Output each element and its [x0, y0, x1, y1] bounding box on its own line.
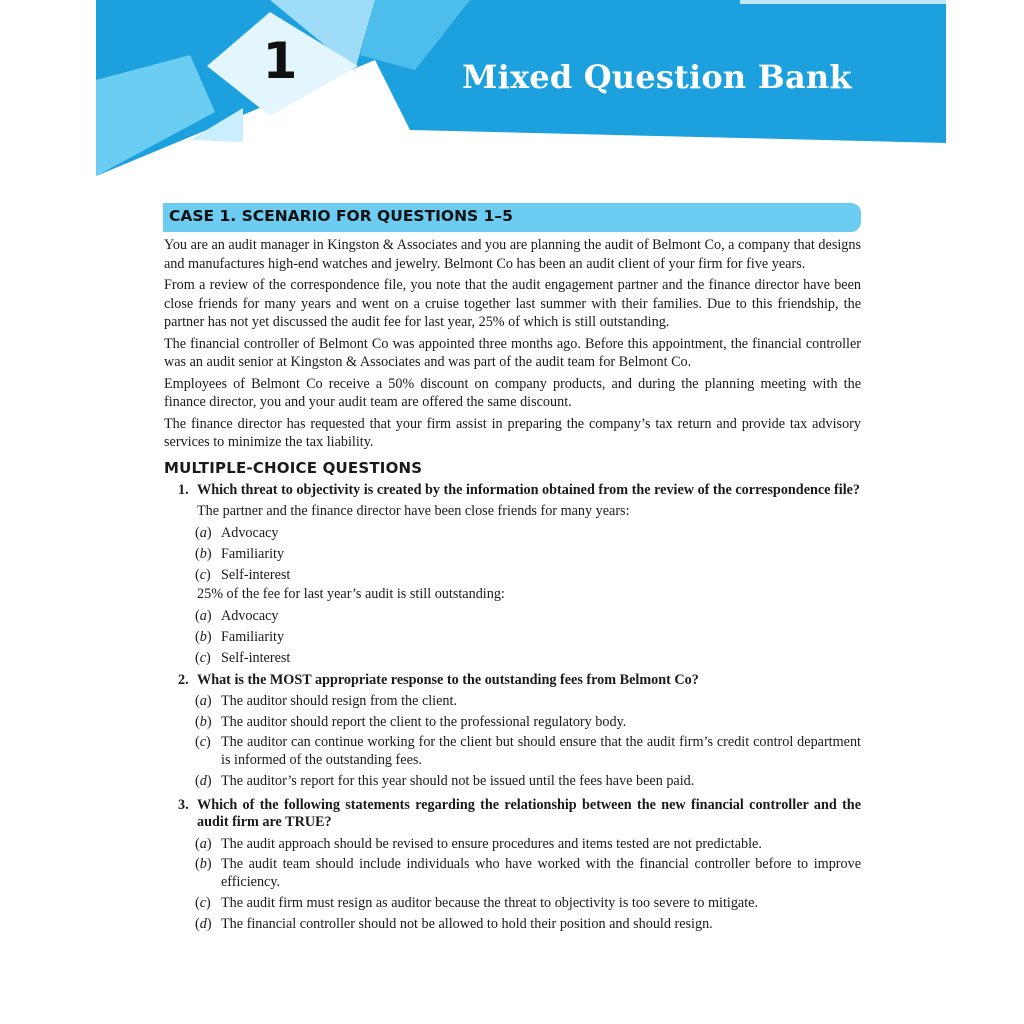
- option-letter: a: [199, 692, 207, 709]
- case-paragraph: The finance director has requested that your firm assist in preparing the company’s tax return and provide tax advisory services to minimize the tax liability.: [164, 415, 861, 450]
- option-letter: c: [199, 566, 207, 583]
- option-text: Advocacy: [221, 608, 279, 625]
- option-letter: a: [199, 525, 207, 542]
- answer-option: (a) Advocacy: [164, 607, 861, 625]
- option-letter: b: [199, 856, 207, 873]
- option-letter: a: [199, 835, 207, 852]
- question-stem: [164, 672, 861, 690]
- option-text: The auditor’s report for this year should not be issued until the fees have been paid.: [221, 772, 695, 789]
- option-text: Advocacy: [221, 525, 279, 542]
- question-number: 3.: [178, 796, 189, 813]
- answer-option: (b) The auditor should report the client to the professional regulatory body.: [164, 713, 861, 731]
- answer-option: (c) The audit firm must resign as auditor because the threat to objectivity is too severe to mitigate.: [164, 894, 861, 912]
- answer-option: (d) The auditor’s report for this year should not be issued until the fees have been paid.: [164, 772, 861, 790]
- case-paragraph: You are an audit manager in Kingston & Associates and you are planning the audit of Belmont Co, a company that designs and manufactures high-end watches and jewelry. Belmont Co has been an audit client of your firm for five years.: [164, 237, 861, 272]
- option-letter: c: [199, 895, 207, 912]
- case-paragraph: The financial controller of Belmont Co was appointed three months ago. Before this appointment, the financial controller was an audit senior at Kingston & Associates and was part of the audit team for Belmont Co.: [164, 335, 861, 370]
- answer-option: (d) The financial controller should not be allowed to hold their position and should resign.: [164, 915, 861, 933]
- case-heading: CASE 1. SCENARIO FOR QUESTIONS 1–5: [169, 207, 513, 225]
- question-sub-prompt: 25% of the fee for last year’s audit is still outstanding:: [197, 585, 505, 602]
- answer-option: (a) Advocacy: [164, 524, 861, 542]
- question-number: 2.: [178, 671, 189, 688]
- mcq-heading: MULTIPLE-CHOICE QUESTIONS: [164, 458, 423, 477]
- answer-option: (a) The auditor should resign from the client.: [164, 692, 861, 710]
- case-paragraph: From a review of the correspondence file, you note that the audit engagement partner and the finance director have been close friends for many years and went on a cruise together last summer with their families. Due to this friendship, the partner has not yet discussed the audit fee for last year, 25% of which is still outstanding.: [164, 277, 861, 330]
- option-letter: c: [199, 734, 207, 751]
- option-text: The auditor should report the client to the professional regulatory body.: [221, 713, 627, 730]
- question-sub-prompt: The partner and the finance director have been close friends for many years:: [197, 503, 630, 519]
- question-text: What is the MOST appropriate response to the outstanding fees from Belmont Co?: [197, 671, 699, 688]
- answer-option: (b) Familiarity: [164, 545, 861, 563]
- answer-option: (b) The audit team should include individuals who have worked with the financial controller before to improve efficiency.: [195, 856, 861, 891]
- option-letter: c: [199, 649, 207, 666]
- answer-option: (c) Self-interest: [164, 649, 861, 667]
- option-letter: d: [199, 915, 207, 932]
- question-text: Which threat to objectivity is created by the information obtained from the review of the correspondence file?: [197, 481, 861, 498]
- option-text: The audit team should include individuals who have worked with the financial controller before to improve efficiency.: [221, 856, 861, 891]
- option-text: The auditor can continue working for the client but should ensure that the audit firm’s credit control department is informed of the outstanding fees.: [221, 734, 861, 769]
- option-text: The audit approach should be revised to ensure procedures and items tested are not predictable.: [221, 835, 762, 852]
- question-2: [164, 672, 861, 790]
- case-heading-bar: [163, 203, 861, 232]
- page-content: [164, 236, 861, 935]
- question-stem: [164, 797, 861, 832]
- answer-option: (c) The auditor can continue working for the client but should ensure that the audit firm’s credit control department is informed of the outstanding fees.: [195, 734, 861, 769]
- option-text: Self-interest: [221, 566, 291, 583]
- chapter-number: 1: [262, 32, 298, 90]
- question-number: 1.: [178, 481, 189, 498]
- case-paragraph: Employees of Belmont Co receive a 50% discount on company products, and during the planning meeting with the finance director, you and your audit team are offered the same discount.: [164, 375, 861, 410]
- answer-option: (a) The audit approach should be revised to ensure procedures and items tested are not predictable.: [164, 835, 861, 853]
- question-1: [164, 482, 861, 667]
- option-text: The financial controller should not be allowed to hold their position and should resign.: [221, 915, 713, 932]
- question-stem: [164, 482, 861, 500]
- option-text: The audit firm must resign as auditor because the threat to objectivity is too severe to mitigate.: [221, 895, 759, 912]
- question-3: [164, 797, 861, 933]
- option-letter: d: [199, 772, 207, 789]
- banner-right-strip: [740, 0, 946, 4]
- question-text: Which of the following statements regarding the relationship between the new financial controller and the audit firm are TRUE?: [197, 796, 861, 831]
- option-text: Self-interest: [221, 649, 291, 666]
- answer-option: (b) Familiarity: [164, 628, 861, 646]
- option-letter: b: [199, 713, 207, 730]
- option-letter: a: [199, 608, 207, 625]
- option-letter: b: [199, 629, 207, 646]
- chapter-title: Mixed Question Bank: [462, 58, 852, 96]
- answer-option: (c) Self-interest: [164, 566, 861, 584]
- option-text: Familiarity: [221, 629, 285, 646]
- option-letter: b: [199, 546, 207, 563]
- option-text: Familiarity: [221, 546, 285, 563]
- option-text: The auditor should resign from the client.: [221, 692, 458, 709]
